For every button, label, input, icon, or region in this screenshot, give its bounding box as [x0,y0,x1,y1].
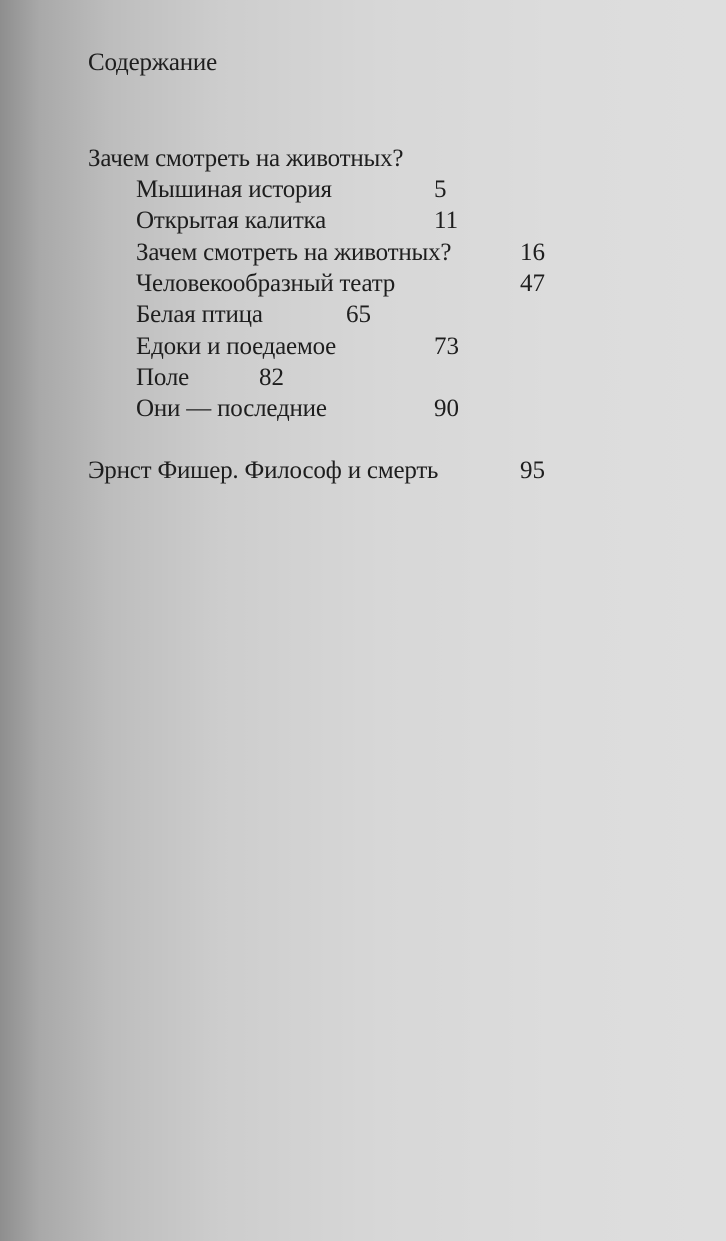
toc-entry-title: Едоки и поедаемое [136,333,337,360]
toc-entry-page: 82 [259,364,284,391]
toc-part-title: Зачем смотреть на животных? [88,145,404,172]
toc-entry-page: 5 [434,176,447,203]
toc-part-title: Эрнст Фишер. Философ и смерть [88,457,439,484]
toc-entry-page: 16 [520,239,545,266]
toc-entry-title: Поле [136,364,189,391]
toc-entry-page: 11 [434,207,459,234]
toc-entry-title: Мышиная история [136,176,332,203]
toc-entry-page: 47 [520,270,545,297]
toc-part-page: 95 [520,457,545,484]
toc-entry-page: 65 [346,301,371,328]
toc-entry-title: Белая птица [136,301,263,328]
toc-heading: Содержание [88,49,217,76]
toc-entry-page: 73 [434,333,459,360]
toc-entry-title: Они — последние [136,395,327,422]
toc-entry-title: Человекообразный театр [136,270,396,297]
toc-entry-title: Открытая калитка [136,207,327,234]
toc-entry-title: Зачем смотреть на животных? [136,239,452,266]
toc-entry-page: 90 [434,395,459,422]
